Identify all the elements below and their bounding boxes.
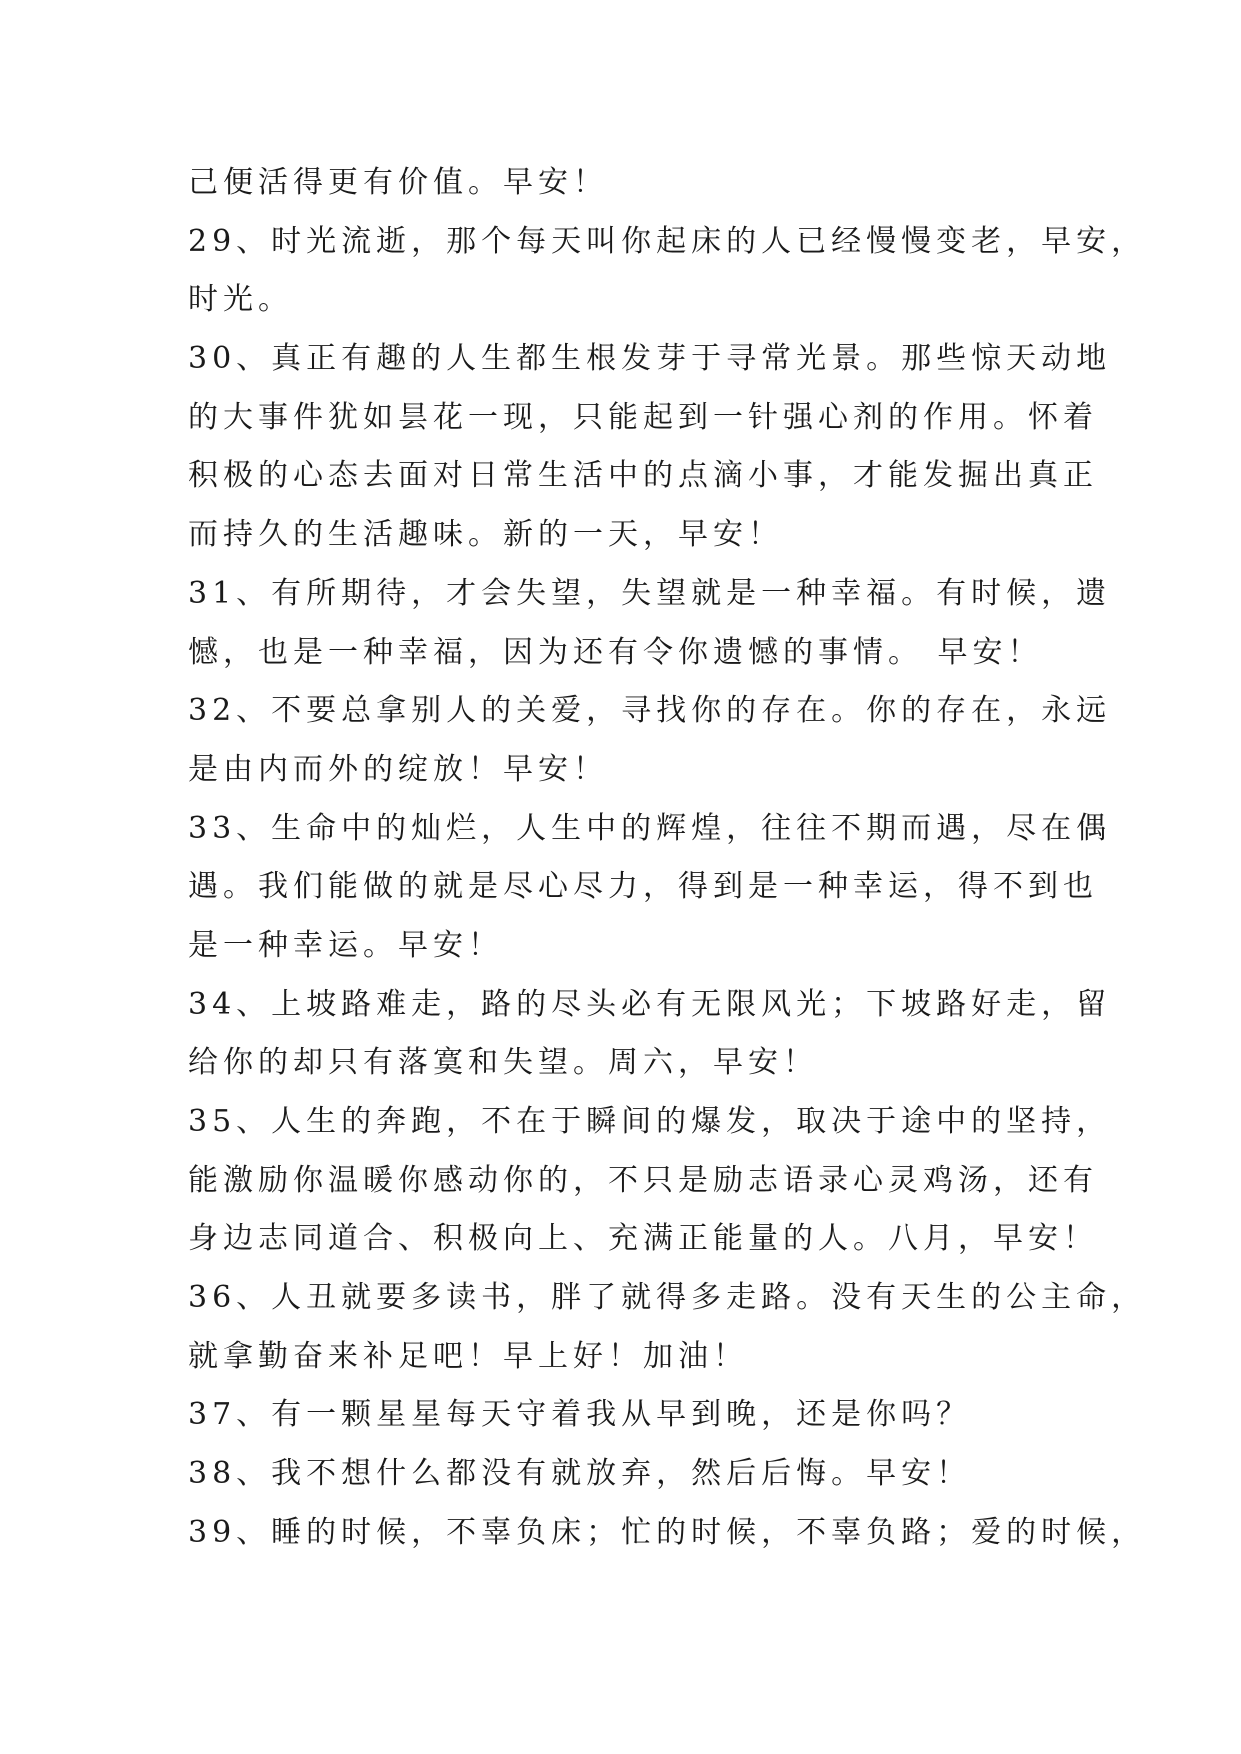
- text-line: 时光。: [188, 282, 293, 318]
- text-line: 37、有一颗星星每天守着我从早到晚，还是你吗？: [188, 1397, 972, 1433]
- text-line: 就拿勤奋来补足吧！早上好！加油！: [188, 1338, 748, 1374]
- text-line: 29、时光流逝，那个每天叫你起床的人已经慢慢变老，早安，: [188, 223, 1147, 259]
- text-line: 是一种幸运。早安！: [188, 927, 503, 963]
- text-line: 遇。我们能做的就是尽心尽力，得到是一种幸运，得不到也: [188, 869, 1098, 905]
- text-line: 36、人丑就要多读书，胖了就得多走路。没有天生的公主命，: [188, 1280, 1147, 1316]
- text-line: 己便活得更有价值。早安！: [188, 165, 608, 200]
- text-line: 积极的心态去面对日常生活中的点滴小事，才能发掘出真正: [188, 458, 1098, 494]
- text-line: 34、上坡路难走，路的尽头必有无限风光；下坡路好走，留: [188, 986, 1112, 1022]
- text-line: 是由内而外的绽放！早安！: [188, 751, 608, 787]
- text-line: 憾，也是一种幸福，因为还有令你遗憾的事情。 早安！: [188, 634, 1043, 670]
- text-line: 39、睡的时候，不辜负床；忙的时候，不辜负路；爱的时候，: [188, 1514, 1147, 1550]
- document-body-text: [188, 154, 1147, 1563]
- text-line: 33、生命中的灿烂，人生中的辉煌，往往不期而遇，尽在偶: [188, 810, 1112, 846]
- text-line: 38、我不想什么都没有就放弃，然后后悔。早安！: [188, 1456, 972, 1492]
- text-line: 给你的却只有落寞和失望。周六，早安！: [188, 1045, 818, 1081]
- text-line: 身边志同道合、积极向上、充满正能量的人。八月，早安！: [188, 1221, 1098, 1257]
- text-line: 35、人生的奔跑，不在于瞬间的爆发，取决于途中的坚持，: [188, 1104, 1112, 1139]
- text-line: 能激励你温暖你感动你的，不只是励志语录心灵鸡汤，还有: [188, 1162, 1098, 1198]
- text-line: 30、真正有趣的人生都生根发芽于寻常光景。那些惊天动地: [188, 341, 1112, 377]
- text-line: 的大事件犹如昙花一现，只能起到一针强心剂的作用。怀着: [188, 399, 1098, 435]
- text-line: 32、不要总拿别人的关爱，寻找你的存在。你的存在，永远: [188, 693, 1112, 729]
- text-line: 而持久的生活趣味。新的一天，早安！: [188, 517, 783, 553]
- text-line: 31、有所期待，才会失望，失望就是一种幸福。有时候，遗: [188, 575, 1112, 611]
